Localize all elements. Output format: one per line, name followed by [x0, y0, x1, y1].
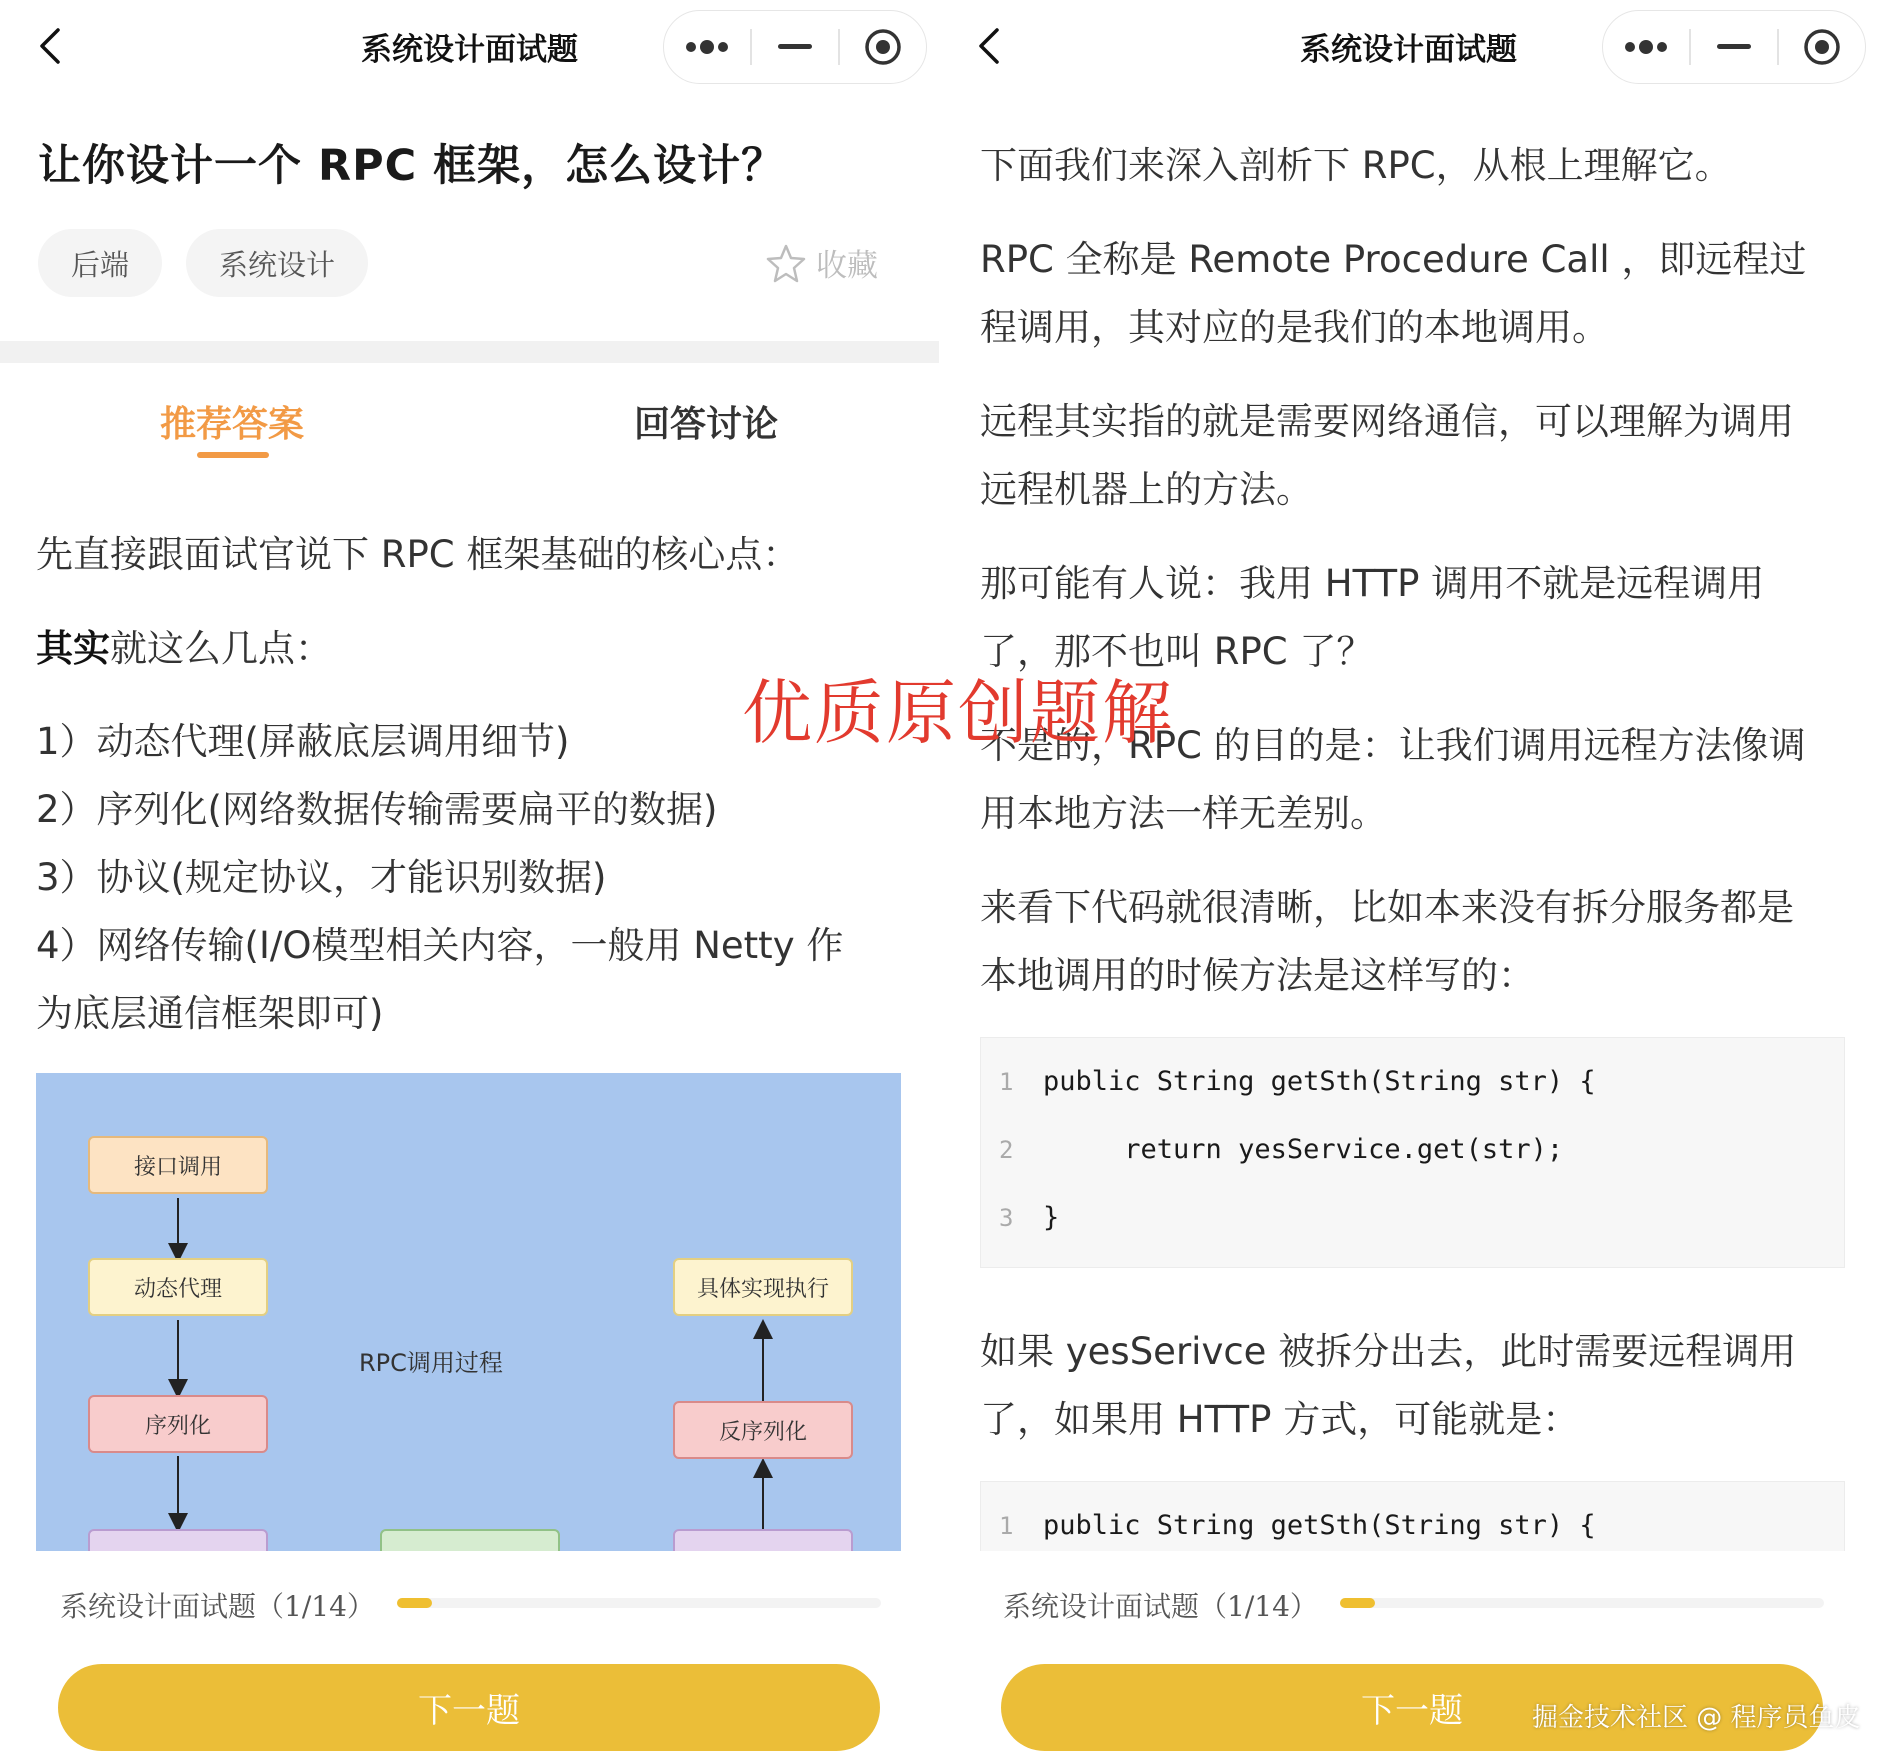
paragraph-line: RPC 全称是 Remote Procedure Call ，即远程过 — [980, 238, 1807, 281]
rpc-diagram — [36, 1073, 901, 1551]
node-bottom-right — [673, 1529, 853, 1551]
paragraph-line: 程调用，其对应的是我们的本地调用。 — [980, 306, 1609, 349]
site-watermark: 掘金技术社区 @ 程序员鱼皮 — [1532, 1703, 1861, 1733]
paragraph-line: 那可能有人说：我用 HTTP 调用不就是远程调用 — [980, 562, 1765, 605]
line-number: 3 — [999, 1204, 1014, 1232]
code-block — [980, 1481, 1845, 1551]
line-number: 1 — [999, 1512, 1014, 1540]
nav-title: 系统设计面试题 — [361, 32, 578, 68]
line-number: 1 — [999, 1068, 1014, 1096]
next-question-button[interactable]: 下一题 — [1001, 1664, 1823, 1751]
favorite-label: 收藏 — [816, 248, 878, 284]
code-line: return yesService.get(str); — [1043, 1134, 1564, 1165]
paragraph-line: 了，那不也叫 RPC 了？ — [980, 630, 1374, 673]
tag-backend[interactable]: 后端 — [38, 229, 162, 297]
favorite-button[interactable] — [766, 240, 878, 285]
node-deserialization: 反序列化 — [673, 1401, 853, 1459]
node-interface-call: 接口调用 — [88, 1136, 268, 1194]
paragraph-line: 用本地方法一样无差别。 — [980, 792, 1387, 835]
question-title: 让你设计一个 RPC 框架，怎么设计？ — [38, 141, 786, 191]
progress-label: 系统设计面试题（1/14） — [60, 1590, 375, 1623]
key-bold: 其实 — [36, 627, 110, 670]
node-dynamic-proxy: 动态代理 — [88, 1258, 268, 1316]
paragraph-line: 远程机器上的方法。 — [980, 468, 1313, 511]
minimize-button[interactable] — [1691, 11, 1777, 83]
point-item: 1）动态代理(屏蔽底层调用细节) — [36, 720, 570, 763]
progress-label: 系统设计面试题（1/14） — [1003, 1590, 1318, 1623]
point-item: 4）网络传输(I/O模型相关内容，一般用 Netty 作 — [36, 924, 844, 967]
paragraph-line: 如果 yesSerivce 被拆分出去，此时需要远程调用 — [980, 1330, 1797, 1373]
code-block — [980, 1037, 1845, 1268]
target-icon — [863, 27, 903, 67]
node-bottom-center — [380, 1529, 560, 1551]
star-icon — [766, 243, 806, 283]
minimize-icon — [778, 43, 812, 51]
watermark-overlay: 优质原创题解 — [742, 672, 1174, 754]
progress-fill — [1340, 1598, 1375, 1608]
paragraph-line: 了，如果用 HTTP 方式，可能就是： — [980, 1398, 1580, 1441]
nav-title: 系统设计面试题 — [1300, 32, 1517, 68]
mini-program-capsule — [1602, 10, 1866, 84]
progress-bar — [1340, 1598, 1824, 1608]
code-line: public String getSth(String str) { — [1043, 1510, 1596, 1541]
progress-bar — [397, 1598, 881, 1608]
point-item: 3）协议(规定协议，才能识别数据) — [36, 856, 607, 899]
code-line: } — [1043, 1202, 1060, 1233]
more-dots-icon — [1623, 40, 1669, 54]
active-tab-indicator — [197, 452, 269, 458]
next-question-button[interactable]: 下一题 — [58, 1664, 880, 1751]
target-icon — [1802, 27, 1842, 67]
point-item: 2）序列化(网络数据传输需要扁平的数据) — [36, 788, 718, 831]
node-bottom-left — [88, 1529, 268, 1551]
key-points-lead — [36, 615, 332, 683]
tab-discussion[interactable]: 回答讨论 — [634, 404, 779, 445]
point-item: 为底层通信框架即可) — [36, 992, 384, 1035]
tag-system-design[interactable]: 系统设计 — [186, 229, 368, 297]
progress-fill — [397, 1598, 432, 1608]
close-miniprogram-button[interactable] — [1779, 11, 1865, 83]
key-rest: 就这么几点： — [110, 627, 332, 670]
more-dots-icon — [684, 40, 730, 54]
paragraph-line: 远程其实指的就是需要网络通信，可以理解为调用 — [980, 400, 1794, 443]
more-button[interactable] — [1603, 11, 1689, 83]
node-serialization: 序列化 — [88, 1395, 268, 1453]
intro-text: 先直接跟面试官说下 RPC 框架基础的核心点： — [36, 533, 800, 576]
code-line: public String getSth(String str) { — [1043, 1066, 1596, 1097]
paragraph-line: 不是的，RPC 的目的是：让我们调用远程方法像调 — [980, 724, 1806, 767]
line-number: 2 — [999, 1136, 1014, 1164]
paragraph-line: 来看下代码就很清晰，比如本来没有拆分服务都是 — [980, 886, 1794, 929]
paragraph-line: 下面我们来深入剖析下 RPC，从根上理解它。 — [980, 144, 1732, 187]
section-divider — [0, 341, 939, 363]
paragraph-line: 本地调用的时候方法是这样写的： — [980, 954, 1535, 997]
tab-recommended-answer[interactable]: 推荐答案 — [160, 404, 305, 445]
mini-program-capsule — [663, 10, 927, 84]
diagram-center-label: RPC调用过程 — [359, 1349, 503, 1377]
more-button[interactable] — [664, 11, 750, 83]
close-miniprogram-button[interactable] — [840, 11, 926, 83]
node-impl-exec: 具体实现执行 — [673, 1258, 853, 1316]
minimize-button[interactable] — [752, 11, 838, 83]
minimize-icon — [1717, 43, 1751, 51]
